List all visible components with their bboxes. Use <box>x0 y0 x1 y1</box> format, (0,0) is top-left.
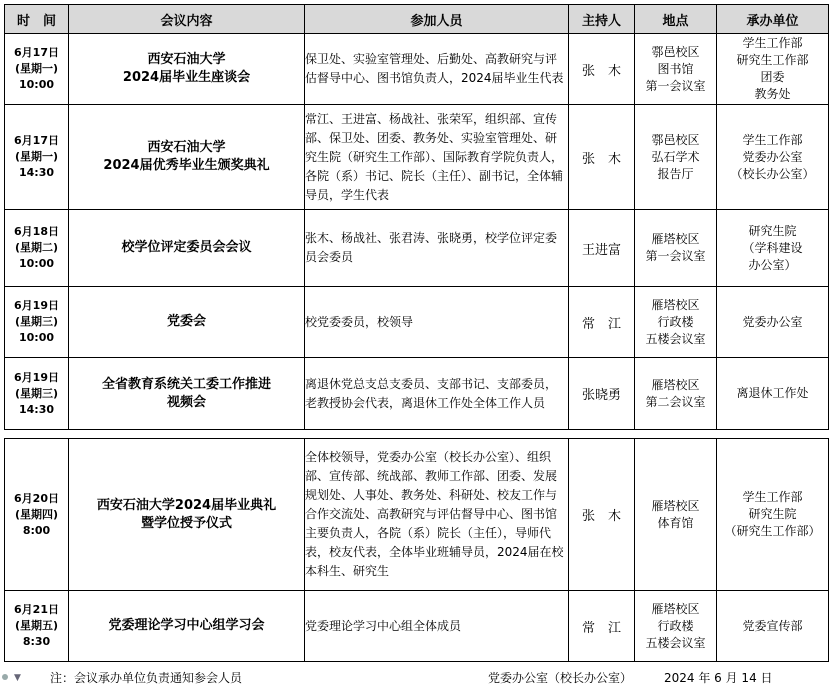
meeting-organizer-line: 党委宣传部 <box>742 618 803 633</box>
meeting-host: 常 江 <box>569 591 635 662</box>
footer <box>0 666 832 690</box>
footer-office: 党委办公室（校长办公室） <box>488 671 633 685</box>
meeting-location-line: 第一会议室 <box>645 78 706 93</box>
meeting-attendees: 校党委委员，校领导 <box>305 287 569 358</box>
meeting-organizer <box>717 287 829 358</box>
meeting-title-line: 西安石油大学 <box>147 140 226 155</box>
meeting-title <box>69 439 305 591</box>
meeting-organizer <box>717 210 829 287</box>
meeting-location-line: 弘石学术 <box>651 149 700 164</box>
header-row <box>5 5 829 34</box>
meeting-location-line: 五楼会议室 <box>645 635 706 650</box>
schedule-table-top <box>4 4 829 430</box>
meeting-organizer-line: 办公室） <box>748 257 797 272</box>
meeting-time <box>5 105 69 210</box>
header-host: 主持人 <box>569 5 635 34</box>
meeting-title <box>69 105 305 210</box>
meeting-title-line: 全省教育系统关工委工作推进 <box>101 376 271 392</box>
meeting-title-line: 暨学位授予仪式 <box>140 515 232 531</box>
meeting-title <box>69 591 305 662</box>
meeting-location <box>635 105 717 210</box>
meeting-title-line: 西安石油大学 <box>147 52 226 67</box>
status-dot-icon <box>2 674 8 680</box>
meeting-organizer-line: （研究生工作部） <box>724 524 821 538</box>
meeting-location-line: 雁塔校区 <box>651 601 700 616</box>
meeting-location-line: 体育馆 <box>657 515 694 530</box>
meeting-organizer <box>717 105 829 210</box>
meeting-title-line: 校学位评定委员会会议 <box>121 240 252 255</box>
meeting-organizer <box>717 439 829 591</box>
meeting-organizer-line: （校长办公室） <box>730 166 815 181</box>
meeting-organizer-line: 党委办公室 <box>742 149 803 164</box>
meeting-organizer <box>717 358 829 430</box>
meeting-attendees: 全体校领导，党委办公室（校长办公室）、组织部、宣传部、统战部、教师工作部、团委、发展规划处、人事处、教务处、科研处、校友工作与合作交流处、高教研究与评估督导中心、图书馆主要负责人，各院（系）院长（主任），导师代表，校友代表，全体毕业班辅导员，2024届在校本科生、研究生 <box>305 439 569 591</box>
meeting-location-line: 第二会议室 <box>645 394 706 409</box>
meeting-host: 张 木 <box>569 34 635 105</box>
meeting-organizer-line: 研究生院 <box>748 507 797 521</box>
meeting-row <box>5 34 829 105</box>
meeting-row <box>5 591 829 662</box>
header-time: 时 间 <box>5 5 69 34</box>
schedule-table-bottom <box>4 438 829 662</box>
meeting-attendees: 张木、杨战社、张君涛、张晓勇，校学位评定委员会委员 <box>305 210 569 287</box>
meeting-time <box>5 439 69 591</box>
meeting-location-line: 雁塔校区 <box>651 232 700 246</box>
meeting-time-line: 14:30 <box>18 166 54 179</box>
meeting-time-line: (星期三) <box>14 386 59 400</box>
meeting-time-line: 10:00 <box>18 257 54 270</box>
meeting-row <box>5 358 829 430</box>
meeting-time <box>5 210 69 287</box>
meeting-title-line: 2024届毕业生座谈会 <box>122 70 251 85</box>
meeting-attendees: 常江、王进富、杨战社、张荣军，组织部、宣传部、保卫处、团委、教务处、实验室管理处、研究生院（研究生工作部）、国际教育学院负责人，各院（系）书记、院长（主任）、副书记，全体辅导员，学生代表 <box>305 105 569 210</box>
meeting-location <box>635 210 717 287</box>
meeting-title-line: 党委会 <box>166 314 206 329</box>
meeting-attendees: 党委理论学习中心组全体成员 <box>305 591 569 662</box>
meeting-title <box>69 287 305 358</box>
meeting-time-line: 6月17日 <box>14 134 59 147</box>
meeting-attendees: 保卫处、实验室管理处、后勤处、高教研究与评估督导中心、图书馆负责人，2024届毕业生代表 <box>305 34 569 105</box>
meeting-time-line: 6月20日 <box>14 491 59 505</box>
meeting-organizer-line: 党委办公室 <box>742 314 803 329</box>
meeting-organizer-line: 离退休工作处 <box>736 386 809 400</box>
meeting-organizer-line: 教务处 <box>754 87 791 101</box>
footer-date: 2024 年 6 月 14 日 <box>664 671 773 685</box>
meeting-time-line: 6月19日 <box>14 370 59 384</box>
meeting-time-line: 6月21日 <box>14 603 59 616</box>
meeting-time-line: 6月17日 <box>14 46 59 59</box>
meeting-location-line: 雁塔校区 <box>651 498 700 513</box>
meeting-time-line: (星期五) <box>14 619 59 632</box>
meeting-location <box>635 358 717 430</box>
meeting-time-line: (星期三) <box>14 315 59 328</box>
meeting-organizer-line: （学科建设 <box>742 240 803 255</box>
meeting-time-line: (星期二) <box>14 241 59 254</box>
meeting-time <box>5 591 69 662</box>
meeting-time-line: 6月18日 <box>14 225 59 238</box>
meeting-row <box>5 105 829 210</box>
meeting-location <box>635 287 717 358</box>
meeting-host: 张 木 <box>569 105 635 210</box>
meeting-organizer-line: 学生工作部 <box>742 132 803 147</box>
header-location: 地点 <box>635 5 717 34</box>
header-content: 会议内容 <box>69 5 305 34</box>
header-attendees: 参加人员 <box>305 5 569 34</box>
meeting-title <box>69 210 305 287</box>
meeting-location <box>635 439 717 591</box>
meeting-time <box>5 287 69 358</box>
meeting-time-line: (星期一) <box>14 62 59 75</box>
meeting-time-line: 8:00 <box>22 523 51 537</box>
meeting-title-line: 2024届优秀毕业生颁奖典礼 <box>103 158 270 173</box>
meeting-organizer-line: 研究生工作部 <box>736 53 809 67</box>
meeting-location-line: 行政楼 <box>657 618 694 633</box>
meeting-time-line: 6月19日 <box>14 299 59 312</box>
meeting-location-line: 行政楼 <box>657 314 694 329</box>
meeting-time-line: (星期四) <box>14 507 59 521</box>
meeting-location-line: 五楼会议室 <box>645 331 706 346</box>
meeting-time-line: 10:00 <box>18 78 54 91</box>
meeting-title-line: 党委理论学习中心组学习会 <box>108 618 265 633</box>
meeting-row <box>5 439 829 591</box>
meeting-organizer-line: 学生工作部 <box>742 36 803 50</box>
meeting-row <box>5 287 829 358</box>
meeting-title <box>69 358 305 430</box>
meeting-location-line: 第一会议室 <box>645 249 706 263</box>
meeting-organizer-line: 研究生院 <box>748 223 797 238</box>
meeting-host: 王进富 <box>569 210 635 287</box>
meeting-host: 张 木 <box>569 439 635 591</box>
meeting-host: 常 江 <box>569 287 635 358</box>
meeting-time-line: (星期一) <box>14 150 59 163</box>
dropdown-arrow-icon: ▼ <box>14 673 21 683</box>
meeting-location-line: 鄠邑校区 <box>651 132 700 147</box>
meeting-location <box>635 591 717 662</box>
meeting-location <box>635 34 717 105</box>
meeting-organizer-line: 团委 <box>760 70 785 84</box>
meeting-title-line: 西安石油大学2024届毕业典礼 <box>96 497 277 513</box>
footer-note: 注：会议承办单位负责通知参会人员 <box>50 671 243 685</box>
meeting-time <box>5 34 69 105</box>
meeting-organizer <box>717 34 829 105</box>
meeting-time-line: 10:00 <box>18 331 54 344</box>
meeting-title-line: 视频会 <box>166 394 206 410</box>
meeting-organizer <box>717 591 829 662</box>
meeting-location-line: 图书馆 <box>657 61 694 76</box>
meeting-host: 张晓勇 <box>569 358 635 430</box>
meeting-location-line: 报告厅 <box>657 166 694 181</box>
meeting-location-line: 鄠邑校区 <box>651 44 700 59</box>
meeting-location-line: 雁塔校区 <box>651 297 700 312</box>
meeting-time-line: 8:30 <box>22 635 51 648</box>
meeting-attendees: 离退休党总支总支委员、支部书记、支部委员，老教授协会代表，离退休工作处全体工作人员 <box>305 358 569 430</box>
meeting-title <box>69 34 305 105</box>
meeting-row <box>5 210 829 287</box>
meeting-location-line: 雁塔校区 <box>651 377 700 392</box>
meeting-time <box>5 358 69 430</box>
meeting-time-line: 14:30 <box>18 402 54 416</box>
header-organizer: 承办单位 <box>717 5 829 34</box>
meeting-organizer-line: 学生工作部 <box>742 490 803 504</box>
